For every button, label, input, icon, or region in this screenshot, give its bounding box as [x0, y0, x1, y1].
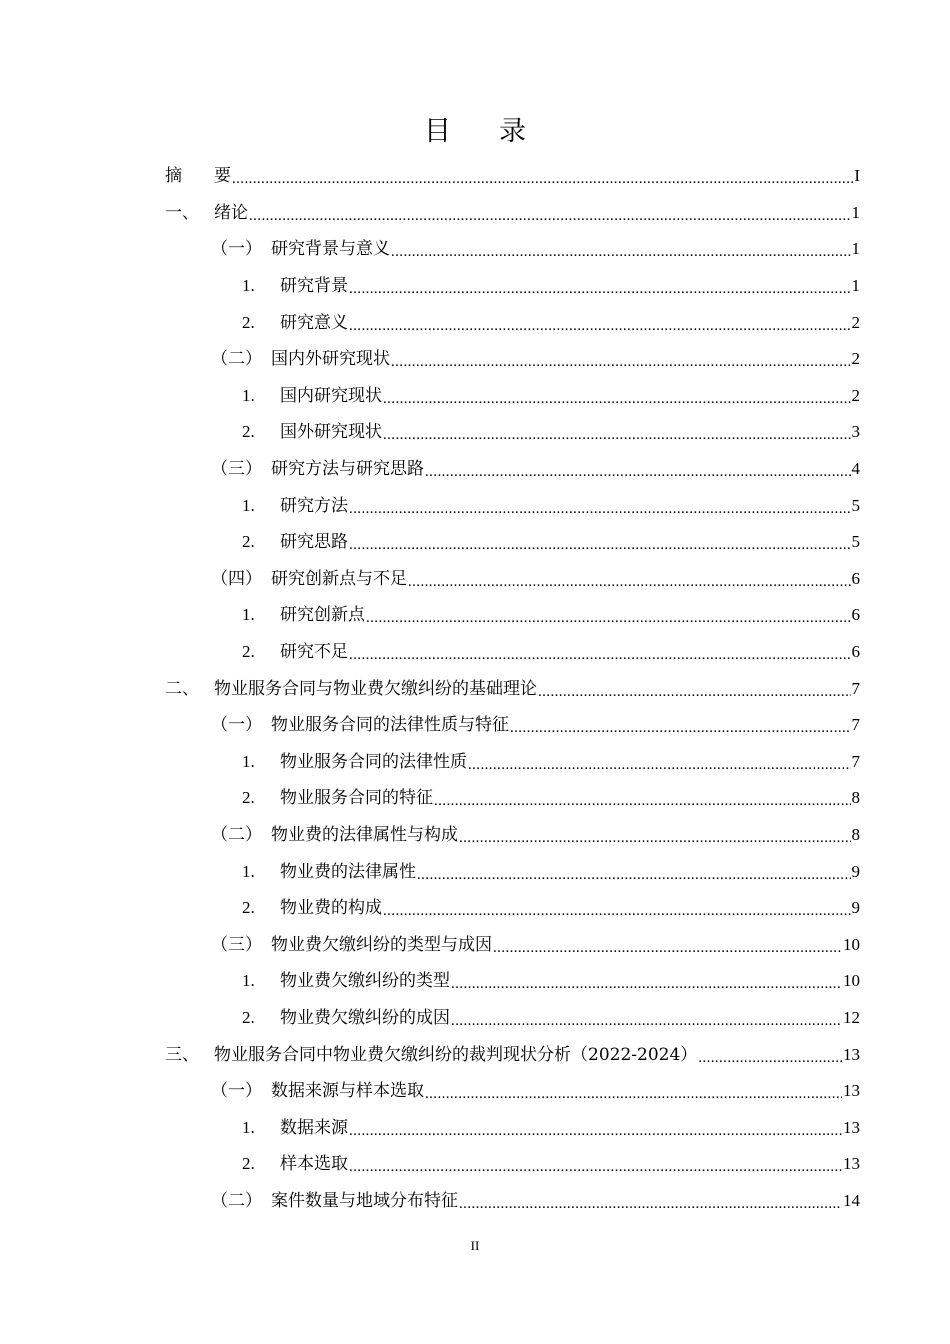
toc-entry[interactable] — [0, 268, 950, 305]
toc-dot-leader — [698, 1048, 842, 1068]
toc-entry-number: （三） — [211, 459, 262, 480]
toc-dot-leader — [249, 206, 851, 226]
toc-entry[interactable] — [0, 487, 950, 524]
toc-entry-number: （一） — [211, 239, 262, 260]
toc-entry-number: （二） — [211, 1190, 262, 1211]
toc-entry-number: 1. — [242, 605, 255, 625]
toc-entry-page-number: 6 — [851, 605, 860, 625]
toc-dot-leader — [459, 828, 851, 848]
toc-dot-leader — [468, 755, 851, 775]
toc-entry-page-number: 9 — [851, 861, 860, 881]
toc-entry-page-number: 13 — [843, 1154, 860, 1174]
toc-entry[interactable] — [0, 1183, 950, 1220]
toc-entry[interactable] — [0, 597, 950, 634]
toc-dot-leader — [425, 1084, 842, 1104]
toc-entry-page-number: 10 — [843, 971, 860, 991]
toc-entry-label: 物业服务合同的特征 — [280, 788, 433, 809]
toc-entry-label: 研究背景 — [280, 276, 348, 297]
toc-list — [0, 158, 950, 1219]
toc-entry[interactable] — [0, 158, 950, 195]
toc-entry[interactable] — [0, 341, 950, 378]
toc-entry[interactable] — [0, 378, 950, 415]
toc-entry[interactable] — [0, 1073, 950, 1110]
toc-dot-leader — [349, 535, 851, 555]
toc-entry-page-number: 10 — [843, 934, 860, 954]
toc-title — [0, 112, 950, 152]
toc-entry-number: 2. — [242, 532, 255, 552]
toc-entry-page-number: 3 — [851, 422, 860, 442]
toc-entry-number: 2. — [242, 1154, 255, 1174]
toc-entry-number: 1. — [242, 971, 255, 991]
toc-entry[interactable] — [0, 817, 950, 854]
toc-entry-page-number: 1 — [851, 276, 860, 296]
toc-entry-number: 1. — [242, 1117, 255, 1137]
toc-dot-leader — [383, 425, 851, 445]
toc-entry-page-number: 9 — [851, 898, 860, 918]
toc-entry-page-number: 14 — [843, 1190, 860, 1210]
toc-entry-number: （三） — [211, 934, 262, 955]
toc-dot-leader — [366, 608, 851, 628]
toc-entry-label: 物业费欠缴纠纷的成因 — [280, 1007, 450, 1028]
toc-entry-label: 研究方法与研究思路 — [271, 459, 424, 480]
toc-entry-page-number: 4 — [851, 459, 860, 479]
toc-entry-number: 一、 — [165, 202, 199, 223]
toc-entry[interactable] — [0, 561, 950, 598]
toc-dot-leader — [349, 279, 851, 299]
toc-entry[interactable] — [0, 1000, 950, 1037]
toc-dot-leader — [391, 352, 851, 372]
toc-entry[interactable] — [0, 195, 950, 232]
toc-entry-label: 案件数量与地域分布特征 — [271, 1190, 458, 1211]
toc-entry-page-number: 5 — [851, 532, 860, 552]
toc-dot-leader — [349, 316, 851, 336]
toc-dot-leader — [425, 462, 851, 482]
toc-entry-page-number: 13 — [843, 1081, 860, 1101]
toc-dot-leader — [383, 389, 851, 409]
toc-entry[interactable] — [0, 963, 950, 1000]
toc-dot-leader — [349, 1157, 842, 1177]
toc-entry-page-number: 13 — [843, 1117, 860, 1137]
toc-entry-label: 研究创新点与不足 — [271, 568, 407, 589]
toc-entry-label: 要 — [214, 166, 231, 187]
toc-entry[interactable] — [0, 414, 950, 451]
toc-dot-leader — [434, 791, 851, 811]
toc-entry[interactable] — [0, 744, 950, 781]
toc-dot-leader — [408, 572, 851, 592]
toc-entry-label: 研究背景与意义 — [271, 239, 390, 260]
toc-entry-label: 国内研究现状 — [280, 385, 382, 406]
toc-entry-label: 物业费的法律属性 — [280, 861, 416, 882]
toc-entry-label: 数据来源 — [280, 1117, 348, 1138]
toc-dot-leader — [349, 645, 851, 665]
toc-entry-label: 研究不足 — [280, 642, 348, 663]
toc-entry[interactable] — [0, 670, 950, 707]
toc-entry-label: 物业服务合同的法律性质与特征 — [271, 715, 509, 736]
toc-dot-leader — [349, 1121, 842, 1141]
toc-entry-label: 研究意义 — [280, 312, 348, 333]
toc-entry-number: 2. — [242, 642, 255, 662]
toc-entry[interactable] — [0, 1036, 950, 1073]
toc-entry-number: 1. — [242, 861, 255, 881]
toc-entry-label: 物业费欠缴纠纷的类型与成因 — [271, 934, 492, 955]
toc-entry[interactable] — [0, 451, 950, 488]
toc-entry-page-number: 12 — [843, 1007, 860, 1027]
toc-entry[interactable] — [0, 926, 950, 963]
toc-dot-leader — [451, 1011, 842, 1031]
toc-entry-page-number: I — [854, 166, 860, 186]
toc-entry-number: （四） — [211, 568, 262, 589]
footer-page-number: II — [470, 1238, 480, 1253]
toc-entry-number: 三、 — [165, 1044, 199, 1065]
toc-entry-page-number: 13 — [843, 1044, 860, 1064]
toc-entry-number: 二、 — [165, 678, 199, 699]
toc-entry[interactable] — [0, 304, 950, 341]
toc-entry-number: （二） — [211, 349, 262, 370]
toc-dot-leader — [417, 865, 851, 885]
toc-entry-number: 1. — [242, 385, 255, 405]
toc-entry[interactable] — [0, 231, 950, 268]
toc-entry-label: 研究思路 — [280, 532, 348, 553]
toc-entry-label: 物业费欠缴纠纷的类型 — [280, 971, 450, 992]
toc-entry-label: 物业服务合同中物业费欠缴纠纷的裁判现状分析（2022-2024） — [214, 1044, 698, 1065]
toc-entry-page-number: 2 — [851, 349, 860, 369]
toc-title-char-1: 目 — [424, 116, 451, 147]
toc-entry-label: 数据来源与样本选取 — [271, 1081, 424, 1102]
toc-entry[interactable] — [0, 524, 950, 561]
toc-entry-number: 2. — [242, 788, 255, 808]
toc-entry-page-number: 2 — [851, 385, 860, 405]
toc-entry-page-number: 7 — [851, 678, 860, 698]
toc-entry-label: 研究创新点 — [280, 605, 365, 626]
toc-entry-number: 2. — [242, 898, 255, 918]
toc-entry-page-number: 8 — [851, 824, 860, 844]
toc-entry-page-number: 5 — [851, 495, 860, 515]
toc-entry-number: 1. — [242, 276, 255, 296]
toc-entry-page-number: 6 — [851, 642, 860, 662]
toc-entry[interactable] — [0, 634, 950, 671]
toc-entry-page-number: 1 — [851, 202, 860, 222]
toc-entry-label: 物业服务合同的法律性质 — [280, 751, 467, 772]
toc-entry-label: 物业服务合同与物业费欠缴纠纷的基础理论 — [214, 678, 537, 699]
toc-entry-page-number: 7 — [851, 751, 860, 771]
toc-title-char-2: 录 — [499, 116, 526, 147]
toc-entry-number: 2. — [242, 312, 255, 332]
toc-entry-label: 研究方法 — [280, 495, 348, 516]
toc-entry-number: （一） — [211, 715, 262, 736]
toc-dot-leader — [451, 974, 842, 994]
toc-entry-label: 样本选取 — [280, 1154, 348, 1175]
toc-entry-label: 国外研究现状 — [280, 422, 382, 443]
toc-entry-page-number: 8 — [851, 788, 860, 808]
toc-entry[interactable] — [0, 853, 950, 890]
toc-entry-label: 绪论 — [214, 202, 248, 223]
toc-entry[interactable] — [0, 707, 950, 744]
toc-entry-number: （一） — [211, 1081, 262, 1102]
toc-dot-leader — [538, 682, 851, 702]
toc-entry-page-number: 2 — [851, 312, 860, 332]
toc-entry-number: 2. — [242, 1007, 255, 1027]
toc-entry[interactable] — [0, 890, 950, 927]
toc-entry[interactable] — [0, 780, 950, 817]
toc-dot-leader — [232, 169, 853, 189]
toc-dot-leader — [383, 901, 851, 921]
toc-dot-leader — [459, 1194, 842, 1214]
toc-entry-page-number: 7 — [851, 715, 860, 735]
toc-entry-label: 物业费的构成 — [280, 898, 382, 919]
toc-dot-leader — [493, 938, 842, 958]
toc-entry-page-number: 6 — [851, 568, 860, 588]
toc-entry-label: 国内外研究现状 — [271, 349, 390, 370]
toc-entry-label: 物业费的法律属性与构成 — [271, 824, 458, 845]
toc-entry-number: （二） — [211, 824, 262, 845]
toc-entry-number: 1. — [242, 751, 255, 771]
toc-entry-page-number: 1 — [851, 239, 860, 259]
toc-dot-leader — [510, 718, 851, 738]
toc-entry-number: 2. — [242, 422, 255, 442]
toc-entry[interactable] — [0, 1109, 950, 1146]
toc-entry-number: 1. — [242, 495, 255, 515]
toc-dot-leader — [349, 499, 851, 519]
toc-entry[interactable] — [0, 1146, 950, 1183]
toc-dot-leader — [391, 242, 851, 262]
toc-entry-number: 摘 — [165, 166, 182, 187]
